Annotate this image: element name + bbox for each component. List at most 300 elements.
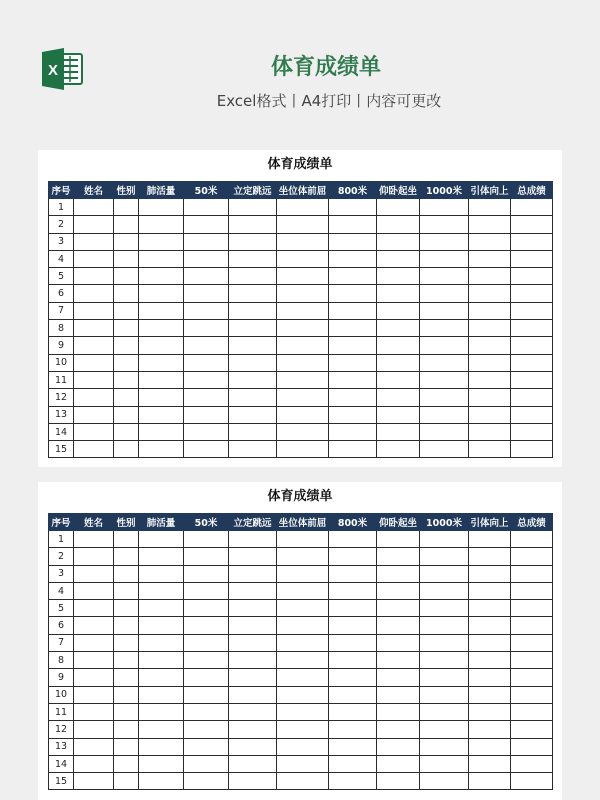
table-cell[interactable]: [420, 423, 469, 440]
table-cell[interactable]: [74, 703, 114, 720]
table-cell[interactable]: [74, 669, 114, 686]
table-cell[interactable]: [329, 250, 377, 267]
table-cell[interactable]: [184, 216, 229, 233]
table-cell[interactable]: [277, 652, 329, 669]
table-cell[interactable]: [511, 285, 553, 302]
table-cell[interactable]: [114, 406, 139, 423]
row-number-cell[interactable]: 12: [49, 389, 74, 406]
table-cell[interactable]: [139, 389, 184, 406]
table-cell[interactable]: [511, 320, 553, 337]
table-cell[interactable]: [229, 721, 277, 738]
row-number-cell[interactable]: 5: [49, 600, 74, 617]
table-cell[interactable]: [329, 703, 377, 720]
row-number-cell[interactable]: 13: [49, 738, 74, 755]
table-cell[interactable]: [511, 617, 553, 634]
table-cell[interactable]: [469, 250, 511, 267]
row-number-cell[interactable]: 10: [49, 354, 74, 371]
table-cell[interactable]: [229, 389, 277, 406]
table-cell[interactable]: [277, 320, 329, 337]
table-cell[interactable]: [139, 216, 184, 233]
table-cell[interactable]: [511, 531, 553, 548]
table-cell[interactable]: [511, 686, 553, 703]
table-cell[interactable]: [377, 199, 420, 216]
table-cell[interactable]: [74, 634, 114, 651]
row-number-cell[interactable]: 4: [49, 582, 74, 599]
table-cell[interactable]: [469, 548, 511, 565]
table-cell[interactable]: [184, 738, 229, 755]
table-cell[interactable]: [139, 738, 184, 755]
table-cell[interactable]: [511, 600, 553, 617]
table-cell[interactable]: [184, 617, 229, 634]
table-cell[interactable]: [420, 565, 469, 582]
table-cell[interactable]: [114, 669, 139, 686]
row-number-cell[interactable]: 14: [49, 755, 74, 772]
table-cell[interactable]: [420, 600, 469, 617]
table-cell[interactable]: [139, 773, 184, 790]
table-cell[interactable]: [184, 337, 229, 354]
table-cell[interactable]: [511, 721, 553, 738]
table-cell[interactable]: [114, 371, 139, 388]
table-cell[interactable]: [511, 582, 553, 599]
table-cell[interactable]: [114, 634, 139, 651]
table-cell[interactable]: [420, 773, 469, 790]
table-cell[interactable]: [329, 582, 377, 599]
table-cell[interactable]: [329, 755, 377, 772]
table-cell[interactable]: [420, 755, 469, 772]
table-cell[interactable]: [277, 565, 329, 582]
row-number-cell[interactable]: 9: [49, 669, 74, 686]
row-number-cell[interactable]: 13: [49, 406, 74, 423]
table-cell[interactable]: [184, 389, 229, 406]
table-cell[interactable]: [184, 441, 229, 458]
table-cell[interactable]: [229, 216, 277, 233]
table-cell[interactable]: [511, 548, 553, 565]
table-cell[interactable]: [469, 199, 511, 216]
table-cell[interactable]: [277, 634, 329, 651]
table-cell[interactable]: [74, 548, 114, 565]
table-cell[interactable]: [74, 354, 114, 371]
table-cell[interactable]: [377, 423, 420, 440]
row-number-cell[interactable]: 3: [49, 565, 74, 582]
table-cell[interactable]: [74, 686, 114, 703]
table-cell[interactable]: [329, 423, 377, 440]
table-cell[interactable]: [277, 216, 329, 233]
table-cell[interactable]: [114, 703, 139, 720]
table-cell[interactable]: [377, 285, 420, 302]
table-cell[interactable]: [139, 565, 184, 582]
table-cell[interactable]: [184, 634, 229, 651]
table-cell[interactable]: [469, 320, 511, 337]
table-cell[interactable]: [469, 354, 511, 371]
table-cell[interactable]: [184, 268, 229, 285]
table-cell[interactable]: [277, 600, 329, 617]
table-cell[interactable]: [329, 285, 377, 302]
table-cell[interactable]: [74, 441, 114, 458]
table-cell[interactable]: [139, 268, 184, 285]
table-cell[interactable]: [184, 548, 229, 565]
table-cell[interactable]: [184, 320, 229, 337]
table-cell[interactable]: [420, 617, 469, 634]
table-cell[interactable]: [469, 703, 511, 720]
row-number-cell[interactable]: 2: [49, 548, 74, 565]
table-cell[interactable]: [420, 389, 469, 406]
table-cell[interactable]: [377, 320, 420, 337]
table-cell[interactable]: [277, 389, 329, 406]
table-cell[interactable]: [377, 617, 420, 634]
table-cell[interactable]: [139, 531, 184, 548]
table-cell[interactable]: [277, 285, 329, 302]
table-cell[interactable]: [377, 652, 420, 669]
table-cell[interactable]: [469, 441, 511, 458]
table-cell[interactable]: [229, 337, 277, 354]
table-cell[interactable]: [511, 199, 553, 216]
table-cell[interactable]: [377, 634, 420, 651]
table-cell[interactable]: [277, 441, 329, 458]
table-cell[interactable]: [114, 354, 139, 371]
table-cell[interactable]: [74, 320, 114, 337]
table-cell[interactable]: [469, 285, 511, 302]
table-cell[interactable]: [469, 773, 511, 790]
table-cell[interactable]: [511, 233, 553, 250]
table-cell[interactable]: [139, 548, 184, 565]
table-cell[interactable]: [329, 216, 377, 233]
table-cell[interactable]: [114, 302, 139, 319]
table-cell[interactable]: [469, 738, 511, 755]
table-cell[interactable]: [377, 250, 420, 267]
table-cell[interactable]: [139, 441, 184, 458]
table-cell[interactable]: [377, 686, 420, 703]
table-cell[interactable]: [469, 406, 511, 423]
table-cell[interactable]: [184, 686, 229, 703]
table-cell[interactable]: [329, 634, 377, 651]
table-cell[interactable]: [277, 686, 329, 703]
table-cell[interactable]: [184, 406, 229, 423]
table-cell[interactable]: [277, 755, 329, 772]
table-cell[interactable]: [377, 389, 420, 406]
table-cell[interactable]: [184, 250, 229, 267]
table-cell[interactable]: [469, 423, 511, 440]
row-number-cell[interactable]: 4: [49, 250, 74, 267]
row-number-cell[interactable]: 7: [49, 302, 74, 319]
table-cell[interactable]: [139, 354, 184, 371]
table-cell[interactable]: [139, 634, 184, 651]
table-cell[interactable]: [511, 302, 553, 319]
table-cell[interactable]: [511, 216, 553, 233]
table-cell[interactable]: [329, 548, 377, 565]
table-cell[interactable]: [277, 669, 329, 686]
table-cell[interactable]: [420, 686, 469, 703]
table-cell[interactable]: [420, 582, 469, 599]
table-cell[interactable]: [229, 548, 277, 565]
table-cell[interactable]: [511, 268, 553, 285]
table-cell[interactable]: [329, 652, 377, 669]
table-cell[interactable]: [511, 634, 553, 651]
table-cell[interactable]: [511, 389, 553, 406]
table-cell[interactable]: [184, 721, 229, 738]
table-cell[interactable]: [277, 199, 329, 216]
table-cell[interactable]: [139, 302, 184, 319]
row-number-cell[interactable]: 14: [49, 423, 74, 440]
table-cell[interactable]: [469, 233, 511, 250]
table-cell[interactable]: [377, 738, 420, 755]
table-cell[interactable]: [329, 773, 377, 790]
row-number-cell[interactable]: 6: [49, 617, 74, 634]
table-cell[interactable]: [377, 406, 420, 423]
table-cell[interactable]: [469, 755, 511, 772]
table-cell[interactable]: [511, 337, 553, 354]
table-cell[interactable]: [114, 389, 139, 406]
table-cell[interactable]: [511, 354, 553, 371]
table-cell[interactable]: [377, 548, 420, 565]
table-cell[interactable]: [420, 721, 469, 738]
table-cell[interactable]: [184, 703, 229, 720]
table-cell[interactable]: [74, 302, 114, 319]
table-cell[interactable]: [277, 617, 329, 634]
table-cell[interactable]: [139, 617, 184, 634]
table-cell[interactable]: [420, 441, 469, 458]
table-cell[interactable]: [139, 423, 184, 440]
table-cell[interactable]: [469, 617, 511, 634]
table-cell[interactable]: [377, 216, 420, 233]
table-cell[interactable]: [74, 285, 114, 302]
table-cell[interactable]: [329, 738, 377, 755]
table-cell[interactable]: [114, 652, 139, 669]
row-number-cell[interactable]: 15: [49, 773, 74, 790]
table-cell[interactable]: [420, 233, 469, 250]
table-cell[interactable]: [74, 233, 114, 250]
table-cell[interactable]: [511, 652, 553, 669]
table-cell[interactable]: [377, 721, 420, 738]
table-cell[interactable]: [139, 199, 184, 216]
table-cell[interactable]: [114, 320, 139, 337]
table-cell[interactable]: [377, 703, 420, 720]
table-cell[interactable]: [420, 216, 469, 233]
table-cell[interactable]: [420, 703, 469, 720]
table-cell[interactable]: [229, 669, 277, 686]
table-cell[interactable]: [277, 773, 329, 790]
table-cell[interactable]: [74, 582, 114, 599]
table-cell[interactable]: [229, 565, 277, 582]
table-cell[interactable]: [277, 337, 329, 354]
row-number-cell[interactable]: 11: [49, 371, 74, 388]
table-cell[interactable]: [139, 337, 184, 354]
table-cell[interactable]: [139, 371, 184, 388]
table-cell[interactable]: [469, 669, 511, 686]
table-cell[interactable]: [229, 320, 277, 337]
table-cell[interactable]: [420, 320, 469, 337]
row-number-cell[interactable]: 10: [49, 686, 74, 703]
table-cell[interactable]: [139, 320, 184, 337]
row-number-cell[interactable]: 8: [49, 652, 74, 669]
table-cell[interactable]: [469, 600, 511, 617]
row-number-cell[interactable]: 1: [49, 199, 74, 216]
table-cell[interactable]: [329, 406, 377, 423]
table-cell[interactable]: [277, 423, 329, 440]
table-cell[interactable]: [277, 548, 329, 565]
table-cell[interactable]: [114, 617, 139, 634]
table-cell[interactable]: [74, 531, 114, 548]
table-cell[interactable]: [329, 686, 377, 703]
table-cell[interactable]: [469, 634, 511, 651]
table-cell[interactable]: [329, 669, 377, 686]
table-cell[interactable]: [469, 721, 511, 738]
table-cell[interactable]: [377, 669, 420, 686]
table-cell[interactable]: [511, 738, 553, 755]
table-cell[interactable]: [229, 302, 277, 319]
table-cell[interactable]: [114, 738, 139, 755]
table-cell[interactable]: [277, 738, 329, 755]
table-cell[interactable]: [277, 703, 329, 720]
table-cell[interactable]: [229, 652, 277, 669]
table-cell[interactable]: [139, 721, 184, 738]
table-cell[interactable]: [114, 565, 139, 582]
row-number-cell[interactable]: 6: [49, 285, 74, 302]
table-cell[interactable]: [74, 250, 114, 267]
table-cell[interactable]: [329, 600, 377, 617]
table-cell[interactable]: [469, 686, 511, 703]
table-cell[interactable]: [114, 199, 139, 216]
table-cell[interactable]: [229, 773, 277, 790]
table-cell[interactable]: [139, 406, 184, 423]
table-cell[interactable]: [74, 773, 114, 790]
row-number-cell[interactable]: 8: [49, 320, 74, 337]
table-cell[interactable]: [277, 268, 329, 285]
table-cell[interactable]: [469, 302, 511, 319]
table-cell[interactable]: [139, 703, 184, 720]
table-cell[interactable]: [74, 199, 114, 216]
table-cell[interactable]: [329, 565, 377, 582]
table-cell[interactable]: [114, 216, 139, 233]
table-cell[interactable]: [114, 285, 139, 302]
table-cell[interactable]: [114, 268, 139, 285]
table-cell[interactable]: [229, 423, 277, 440]
table-cell[interactable]: [114, 441, 139, 458]
table-cell[interactable]: [420, 285, 469, 302]
table-cell[interactable]: [139, 686, 184, 703]
table-cell[interactable]: [329, 302, 377, 319]
table-cell[interactable]: [229, 531, 277, 548]
table-cell[interactable]: [420, 371, 469, 388]
table-cell[interactable]: [114, 423, 139, 440]
table-cell[interactable]: [377, 233, 420, 250]
table-cell[interactable]: [469, 565, 511, 582]
row-number-cell[interactable]: 1: [49, 531, 74, 548]
table-cell[interactable]: [420, 406, 469, 423]
table-cell[interactable]: [511, 703, 553, 720]
table-cell[interactable]: [184, 302, 229, 319]
table-cell[interactable]: [114, 531, 139, 548]
table-cell[interactable]: [229, 755, 277, 772]
table-cell[interactable]: [277, 302, 329, 319]
table-cell[interactable]: [184, 773, 229, 790]
table-cell[interactable]: [377, 755, 420, 772]
table-cell[interactable]: [329, 721, 377, 738]
table-cell[interactable]: [139, 669, 184, 686]
table-cell[interactable]: [511, 669, 553, 686]
table-cell[interactable]: [184, 423, 229, 440]
table-cell[interactable]: [377, 600, 420, 617]
row-number-cell[interactable]: 9: [49, 337, 74, 354]
table-cell[interactable]: [377, 441, 420, 458]
table-cell[interactable]: [184, 582, 229, 599]
table-cell[interactable]: [184, 531, 229, 548]
row-number-cell[interactable]: 2: [49, 216, 74, 233]
table-cell[interactable]: [74, 406, 114, 423]
table-cell[interactable]: [114, 600, 139, 617]
table-cell[interactable]: [511, 371, 553, 388]
table-cell[interactable]: [329, 337, 377, 354]
table-cell[interactable]: [184, 652, 229, 669]
table-cell[interactable]: [229, 406, 277, 423]
table-cell[interactable]: [74, 617, 114, 634]
table-cell[interactable]: [184, 565, 229, 582]
table-cell[interactable]: [469, 216, 511, 233]
table-cell[interactable]: [184, 371, 229, 388]
table-cell[interactable]: [74, 738, 114, 755]
table-cell[interactable]: [229, 703, 277, 720]
table-cell[interactable]: [420, 250, 469, 267]
table-cell[interactable]: [420, 531, 469, 548]
table-cell[interactable]: [377, 337, 420, 354]
table-cell[interactable]: [74, 652, 114, 669]
table-cell[interactable]: [74, 721, 114, 738]
table-cell[interactable]: [420, 738, 469, 755]
table-cell[interactable]: [329, 371, 377, 388]
row-number-cell[interactable]: 15: [49, 441, 74, 458]
table-cell[interactable]: [377, 268, 420, 285]
table-cell[interactable]: [74, 423, 114, 440]
table-cell[interactable]: [229, 600, 277, 617]
table-cell[interactable]: [377, 773, 420, 790]
table-cell[interactable]: [420, 268, 469, 285]
table-cell[interactable]: [114, 337, 139, 354]
table-cell[interactable]: [229, 441, 277, 458]
table-cell[interactable]: [184, 354, 229, 371]
table-cell[interactable]: [329, 199, 377, 216]
table-cell[interactable]: [184, 233, 229, 250]
table-cell[interactable]: [229, 285, 277, 302]
table-cell[interactable]: [74, 216, 114, 233]
table-cell[interactable]: [277, 354, 329, 371]
table-cell[interactable]: [377, 582, 420, 599]
table-cell[interactable]: [377, 371, 420, 388]
table-cell[interactable]: [511, 755, 553, 772]
table-cell[interactable]: [139, 285, 184, 302]
table-cell[interactable]: [469, 531, 511, 548]
table-cell[interactable]: [511, 565, 553, 582]
table-cell[interactable]: [114, 755, 139, 772]
table-cell[interactable]: [139, 755, 184, 772]
row-number-cell[interactable]: 3: [49, 233, 74, 250]
table-cell[interactable]: [329, 320, 377, 337]
table-cell[interactable]: [420, 199, 469, 216]
table-cell[interactable]: [74, 371, 114, 388]
table-cell[interactable]: [420, 669, 469, 686]
table-cell[interactable]: [511, 250, 553, 267]
table-cell[interactable]: [184, 285, 229, 302]
table-cell[interactable]: [114, 548, 139, 565]
table-cell[interactable]: [277, 531, 329, 548]
table-cell[interactable]: [511, 406, 553, 423]
table-cell[interactable]: [229, 268, 277, 285]
table-cell[interactable]: [377, 302, 420, 319]
table-cell[interactable]: [277, 371, 329, 388]
table-cell[interactable]: [277, 406, 329, 423]
table-cell[interactable]: [229, 686, 277, 703]
table-cell[interactable]: [329, 617, 377, 634]
table-cell[interactable]: [420, 354, 469, 371]
table-cell[interactable]: [420, 652, 469, 669]
